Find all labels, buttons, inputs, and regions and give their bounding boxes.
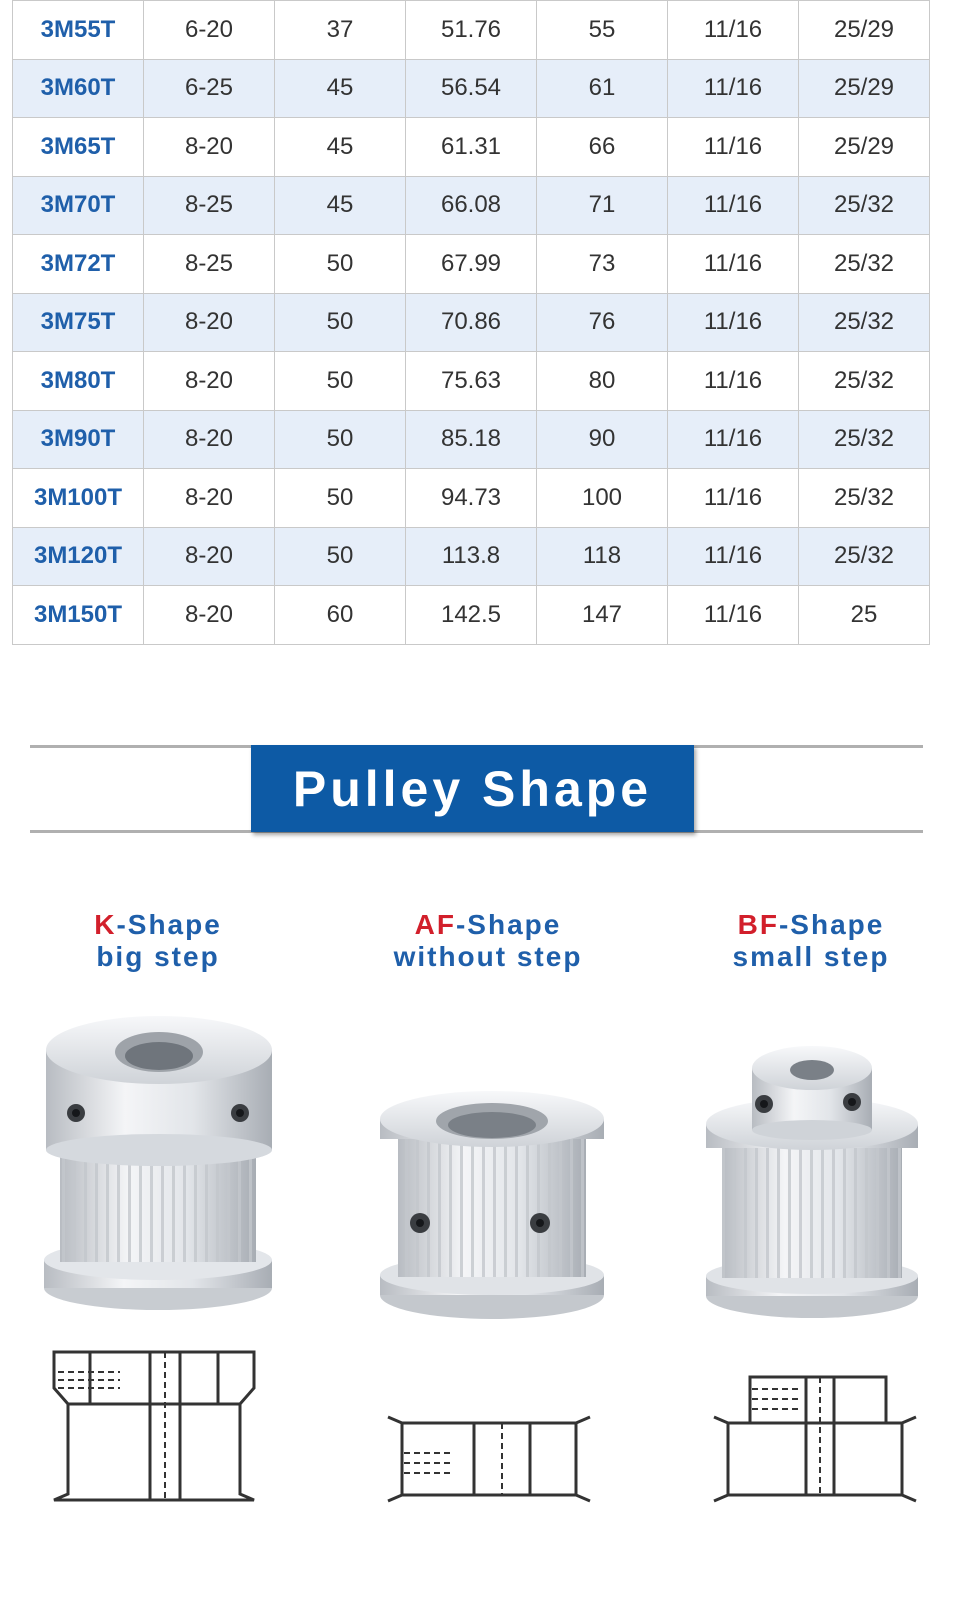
table-cell: 71 <box>537 176 668 235</box>
table-cell: 51.76 <box>406 1 537 60</box>
af-shape-drawing <box>384 1413 594 1505</box>
table-cell: 66 <box>537 118 668 177</box>
table-cell: 25 <box>799 586 930 645</box>
table-cell: 50 <box>275 527 406 586</box>
table-cell: 50 <box>275 410 406 469</box>
table-cell: 100 <box>537 469 668 528</box>
table-cell: 113.8 <box>406 527 537 586</box>
table-cell: 8-20 <box>144 586 275 645</box>
table-cell: 8-20 <box>144 410 275 469</box>
table-cell: 11/16 <box>668 527 799 586</box>
table-cell: 45 <box>275 59 406 118</box>
table-row <box>13 118 930 177</box>
section-title: Pulley Shape <box>292 760 653 817</box>
table-cell: 61 <box>537 59 668 118</box>
table-cell: 25/32 <box>799 235 930 294</box>
table-row <box>13 293 930 352</box>
table-cell: 94.73 <box>406 469 537 528</box>
table-cell: 11/16 <box>668 1 799 60</box>
model-cell: 3M70T <box>13 176 144 235</box>
shape-code: AF <box>414 909 456 940</box>
bf-shape-drawing <box>710 1373 920 1505</box>
table-cell: 45 <box>275 176 406 235</box>
table-cell: 56.54 <box>406 59 537 118</box>
table-cell: 8-25 <box>144 176 275 235</box>
shape-suffix: -Shape <box>116 909 222 940</box>
model-cell: 3M72T <box>13 235 144 294</box>
table-cell: 85.18 <box>406 410 537 469</box>
table-cell: 45 <box>275 118 406 177</box>
table-cell: 11/16 <box>668 59 799 118</box>
spec-table-body <box>13 1 930 645</box>
table-cell: 25/32 <box>799 293 930 352</box>
table-cell: 8-20 <box>144 352 275 411</box>
model-cell: 3M120T <box>13 527 144 586</box>
table-cell: 6-25 <box>144 59 275 118</box>
table-cell: 25/32 <box>799 410 930 469</box>
shape-subtitle: big step <box>96 941 220 972</box>
table-cell: 50 <box>275 235 406 294</box>
table-cell: 25/29 <box>799 1 930 60</box>
table-cell: 8-20 <box>144 293 275 352</box>
table-row <box>13 527 930 586</box>
table-row <box>13 410 930 469</box>
table-cell: 11/16 <box>668 235 799 294</box>
af-shape-pulley-photo <box>372 1085 612 1325</box>
table-cell: 147 <box>537 586 668 645</box>
table-cell: 90 <box>537 410 668 469</box>
table-cell: 76 <box>537 293 668 352</box>
table-cell: 73 <box>537 235 668 294</box>
table-cell: 25/32 <box>799 352 930 411</box>
table-cell: 8-25 <box>144 235 275 294</box>
model-cell: 3M80T <box>13 352 144 411</box>
table-cell: 11/16 <box>668 118 799 177</box>
table-cell: 50 <box>275 352 406 411</box>
af-shape-label <box>338 909 638 973</box>
model-cell: 3M150T <box>13 586 144 645</box>
table-cell: 25/32 <box>799 176 930 235</box>
model-cell: 3M75T <box>13 293 144 352</box>
shape-suffix: -Shape <box>778 909 885 940</box>
table-cell: 6-20 <box>144 1 275 60</box>
table-row <box>13 59 930 118</box>
table-cell: 8-20 <box>144 527 275 586</box>
table-row <box>13 1 930 60</box>
model-cell: 3M100T <box>13 469 144 528</box>
table-cell: 80 <box>537 352 668 411</box>
table-cell: 8-20 <box>144 469 275 528</box>
table-cell: 25/32 <box>799 469 930 528</box>
table-cell: 50 <box>275 293 406 352</box>
table-row <box>13 176 930 235</box>
table-cell: 25/29 <box>799 59 930 118</box>
table-cell: 61.31 <box>406 118 537 177</box>
bf-shape-pulley-photo <box>700 1040 925 1325</box>
table-cell: 75.63 <box>406 352 537 411</box>
table-cell: 118 <box>537 527 668 586</box>
table-cell: 142.5 <box>406 586 537 645</box>
table-cell: 37 <box>275 1 406 60</box>
table-cell: 70.86 <box>406 293 537 352</box>
table-row <box>13 352 930 411</box>
table-cell: 25/29 <box>799 118 930 177</box>
k-shape-pulley-photo <box>40 1010 280 1310</box>
table-cell: 11/16 <box>668 176 799 235</box>
table-row <box>13 586 930 645</box>
model-cell: 3M60T <box>13 59 144 118</box>
shape-subtitle: without step <box>393 941 583 972</box>
model-cell: 3M55T <box>13 1 144 60</box>
table-cell: 66.08 <box>406 176 537 235</box>
k-shape-label <box>8 909 308 973</box>
shape-code: K <box>94 909 117 940</box>
section-banner <box>251 745 694 832</box>
table-cell: 50 <box>275 469 406 528</box>
table-cell: 8-20 <box>144 118 275 177</box>
shape-code: BF <box>737 909 779 940</box>
bf-shape-label <box>661 909 960 973</box>
table-cell: 25/32 <box>799 527 930 586</box>
table-cell: 11/16 <box>668 293 799 352</box>
table-cell: 60 <box>275 586 406 645</box>
table-cell: 11/16 <box>668 469 799 528</box>
table-cell: 11/16 <box>668 352 799 411</box>
model-cell: 3M90T <box>13 410 144 469</box>
k-shape-drawing <box>50 1348 260 1504</box>
spec-table <box>12 0 930 645</box>
table-cell: 11/16 <box>668 586 799 645</box>
table-row <box>13 469 930 528</box>
shape-suffix: -Shape <box>455 909 562 940</box>
table-cell: 67.99 <box>406 235 537 294</box>
table-row <box>13 235 930 294</box>
model-cell: 3M65T <box>13 118 144 177</box>
table-cell: 55 <box>537 1 668 60</box>
table-cell: 11/16 <box>668 410 799 469</box>
shape-subtitle: small step <box>732 941 890 972</box>
